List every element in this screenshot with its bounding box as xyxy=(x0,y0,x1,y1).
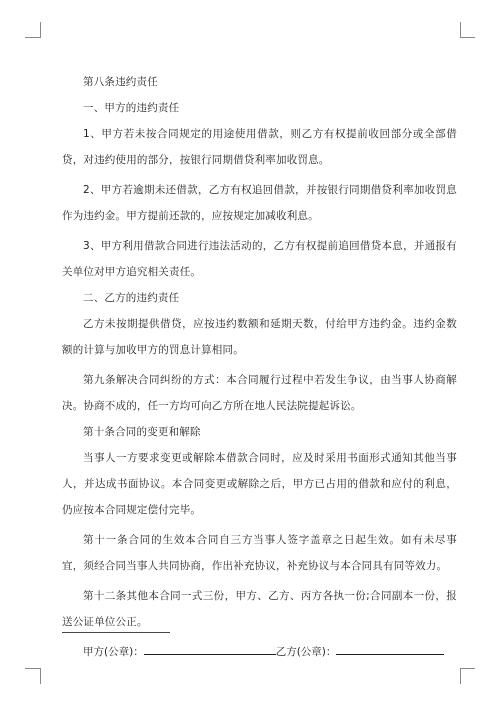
article-11-paragraph: 第十一条合同的生效本合同自三方当事人签字盖章之日起生效。如有未尽事宜，须经合同当事人共同协商，作出补充协议，补充协议与本合同具有同等效力。 xyxy=(62,534,457,572)
signature-line xyxy=(62,639,457,665)
article-10-heading: 第十条合同的变更和解除 xyxy=(83,426,201,438)
article-12-paragraph: 第十二条其他本合同一式三份，甲方、乙方、丙方各执一份;合同副本一份，报送公证单位公正。 xyxy=(62,590,457,628)
crop-mark-bottom-left xyxy=(25,668,40,669)
document-body xyxy=(62,69,457,665)
party-a-seal-blank xyxy=(144,643,276,655)
clause-paragraph: 乙方未按期提供借贷，应按违约数额和延期天数，付给甲方违约金。违约金数额的计算与加收甲方的罚息计算相同。 xyxy=(62,318,457,356)
crop-mark-top-right xyxy=(460,37,475,38)
party-a-seal-label: 甲方(公章)： xyxy=(83,646,144,658)
party-b-seal-label: 乙方(公章)： xyxy=(275,646,337,658)
article-9-paragraph: 第九条解决合同纠纷的方式：本合同履行过程中若发生争议，由当事人协商解决。协商不成的，任一方均可向乙方所在地人民法院提起诉讼。 xyxy=(62,374,457,412)
article-8-heading: 第八条违约责任 xyxy=(83,76,158,88)
crop-mark-bottom-right xyxy=(460,668,461,684)
footnote-separator xyxy=(62,632,170,633)
clause-paragraph: 2、甲方若逾期未还借款，乙方有权追回借款，并按银行同期借贷利率加收罚息作为违约金。甲方提前还款的，应按规定加减收利息。 xyxy=(62,184,457,222)
party-a-liability-heading: 一、甲方的违约责任 xyxy=(83,102,180,114)
crop-mark-top-left xyxy=(25,37,40,38)
party-b-liability-heading: 二、乙方的违约责任 xyxy=(83,292,180,304)
crop-mark-bottom-right xyxy=(460,668,475,669)
crop-mark-top-left xyxy=(40,22,41,38)
party-b-seal-blank xyxy=(336,643,444,655)
crop-mark-bottom-left xyxy=(40,668,41,684)
clause-paragraph: 3、甲方利用借款合同进行违法活动的，乙方有权提前追回借贷本息，并通报有关单位对甲方追究相关责任。 xyxy=(62,240,457,278)
clause-paragraph: 当事人一方要求变更或解除本借款合同时，应及时采用书面形式通知其他当事人，并达成书面协议。本合同变更或解除之后，甲方已占用的借款和应付的利息，仍应按本合同规定偿付完毕。 xyxy=(62,452,457,516)
crop-mark-top-right xyxy=(460,22,461,38)
clause-paragraph: 1、甲方若未按合同规定的用途使用借款，则乙方有权提前收回部分或全部借贷，对违约使用的部分，按银行同期借贷利率加收罚息。 xyxy=(62,128,457,166)
